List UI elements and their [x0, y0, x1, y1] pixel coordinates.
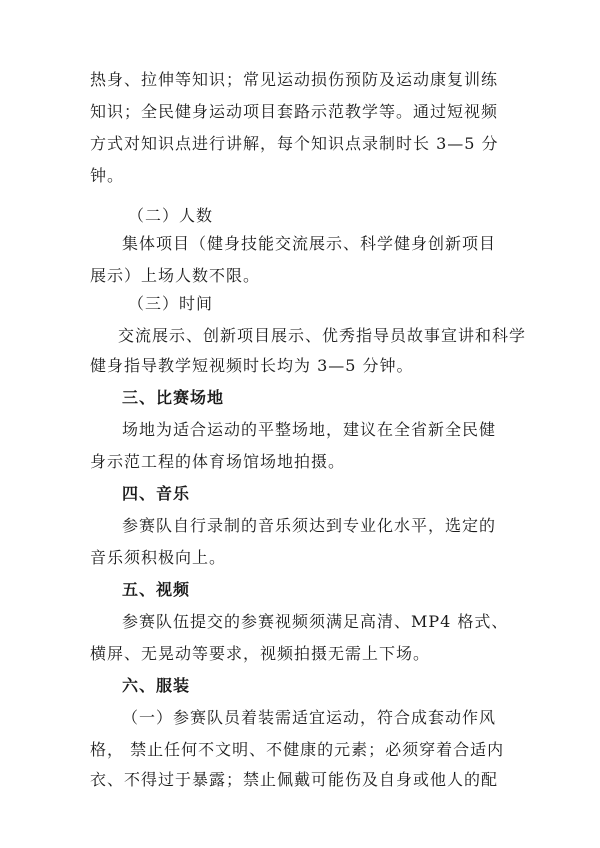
subsection-heading: （二）人数 — [128, 206, 214, 225]
body-line: 身示范工程的体育场馆场地拍摄。 — [90, 452, 346, 471]
body-line: 钟。 — [90, 166, 125, 185]
body-line: 音乐须积极向上。 — [90, 548, 227, 567]
body-line: 集体项目（健身技能交流展示、科学健身创新项目 — [122, 234, 497, 253]
body-line: 格， 禁止任何不文明、不健康的元素；必须穿着合适内 — [90, 740, 505, 759]
subsection-heading: （三）时间 — [128, 294, 214, 313]
body-line: 交流展示、创新项目展示、优秀指导员故事宣讲和科学 — [118, 326, 527, 345]
section-heading: 六、服装 — [122, 676, 191, 695]
body-line: 展示）上场人数不限。 — [90, 266, 261, 285]
body-line: 衣、不得过于暴露；禁止佩戴可能伤及自身或他人的配 — [90, 770, 499, 789]
section-heading: 五、视频 — [122, 580, 191, 599]
body-line: 热身、拉伸等知识；常见运动损伤预防及运动康复训练 — [90, 70, 499, 89]
body-line: 知识；全民健身运动项目套路示范教学等。通过短视频 — [90, 102, 499, 121]
body-line: 参赛队伍提交的参赛视频须满足高清、MP4 格式、 — [122, 612, 509, 631]
body-line: 参赛队自行录制的音乐须达到专业化水平，选定的 — [122, 516, 497, 535]
body-line: 方式对知识点进行讲解，每个知识点录制时长 3—5 分 — [90, 134, 499, 153]
section-heading: 四、音乐 — [122, 484, 191, 503]
body-line: 场地为适合运动的平整场地，建议在全省新全民健 — [122, 420, 497, 439]
body-line: 横屏、无晃动等要求，视频拍摄无需上下场。 — [90, 644, 431, 663]
body-line: 健身指导教学短视频时长均为 3—5 分钟。 — [90, 356, 414, 375]
section-heading: 三、比赛场地 — [122, 388, 225, 407]
body-line: （一）参赛队员着装需适宜运动，符合成套动作风 — [122, 708, 497, 727]
